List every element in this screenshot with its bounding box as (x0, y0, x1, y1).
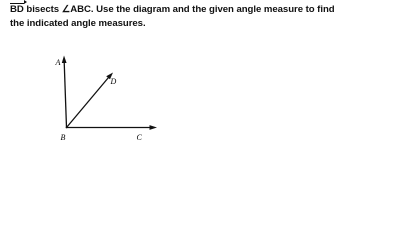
ray-bd (67, 73, 114, 128)
ray-bd-line (67, 78, 109, 128)
prompt-bisects-text: bisects (23, 4, 62, 15)
ray-ba (62, 56, 67, 128)
point-label-d: D (110, 77, 117, 86)
angle-symbol: ∠ (61, 4, 71, 15)
vertex-b-point (66, 127, 68, 129)
point-label-b: B (60, 133, 66, 142)
ray-ba-line (64, 62, 66, 128)
ray-ba-arrowhead-icon (62, 56, 67, 64)
ray-bc-arrowhead-icon (150, 125, 158, 130)
angle-abc-name: ABC (70, 4, 91, 15)
ray-bc (67, 125, 158, 130)
prompt-line-2: the indicated angle measures. (10, 17, 146, 29)
prompt-instruction-text: . Use the diagram and the given angle measure to find (90, 4, 335, 15)
point-label-c: C (136, 133, 142, 142)
ray-bd-letters: BD (10, 4, 24, 15)
point-label-a: A (55, 58, 61, 67)
